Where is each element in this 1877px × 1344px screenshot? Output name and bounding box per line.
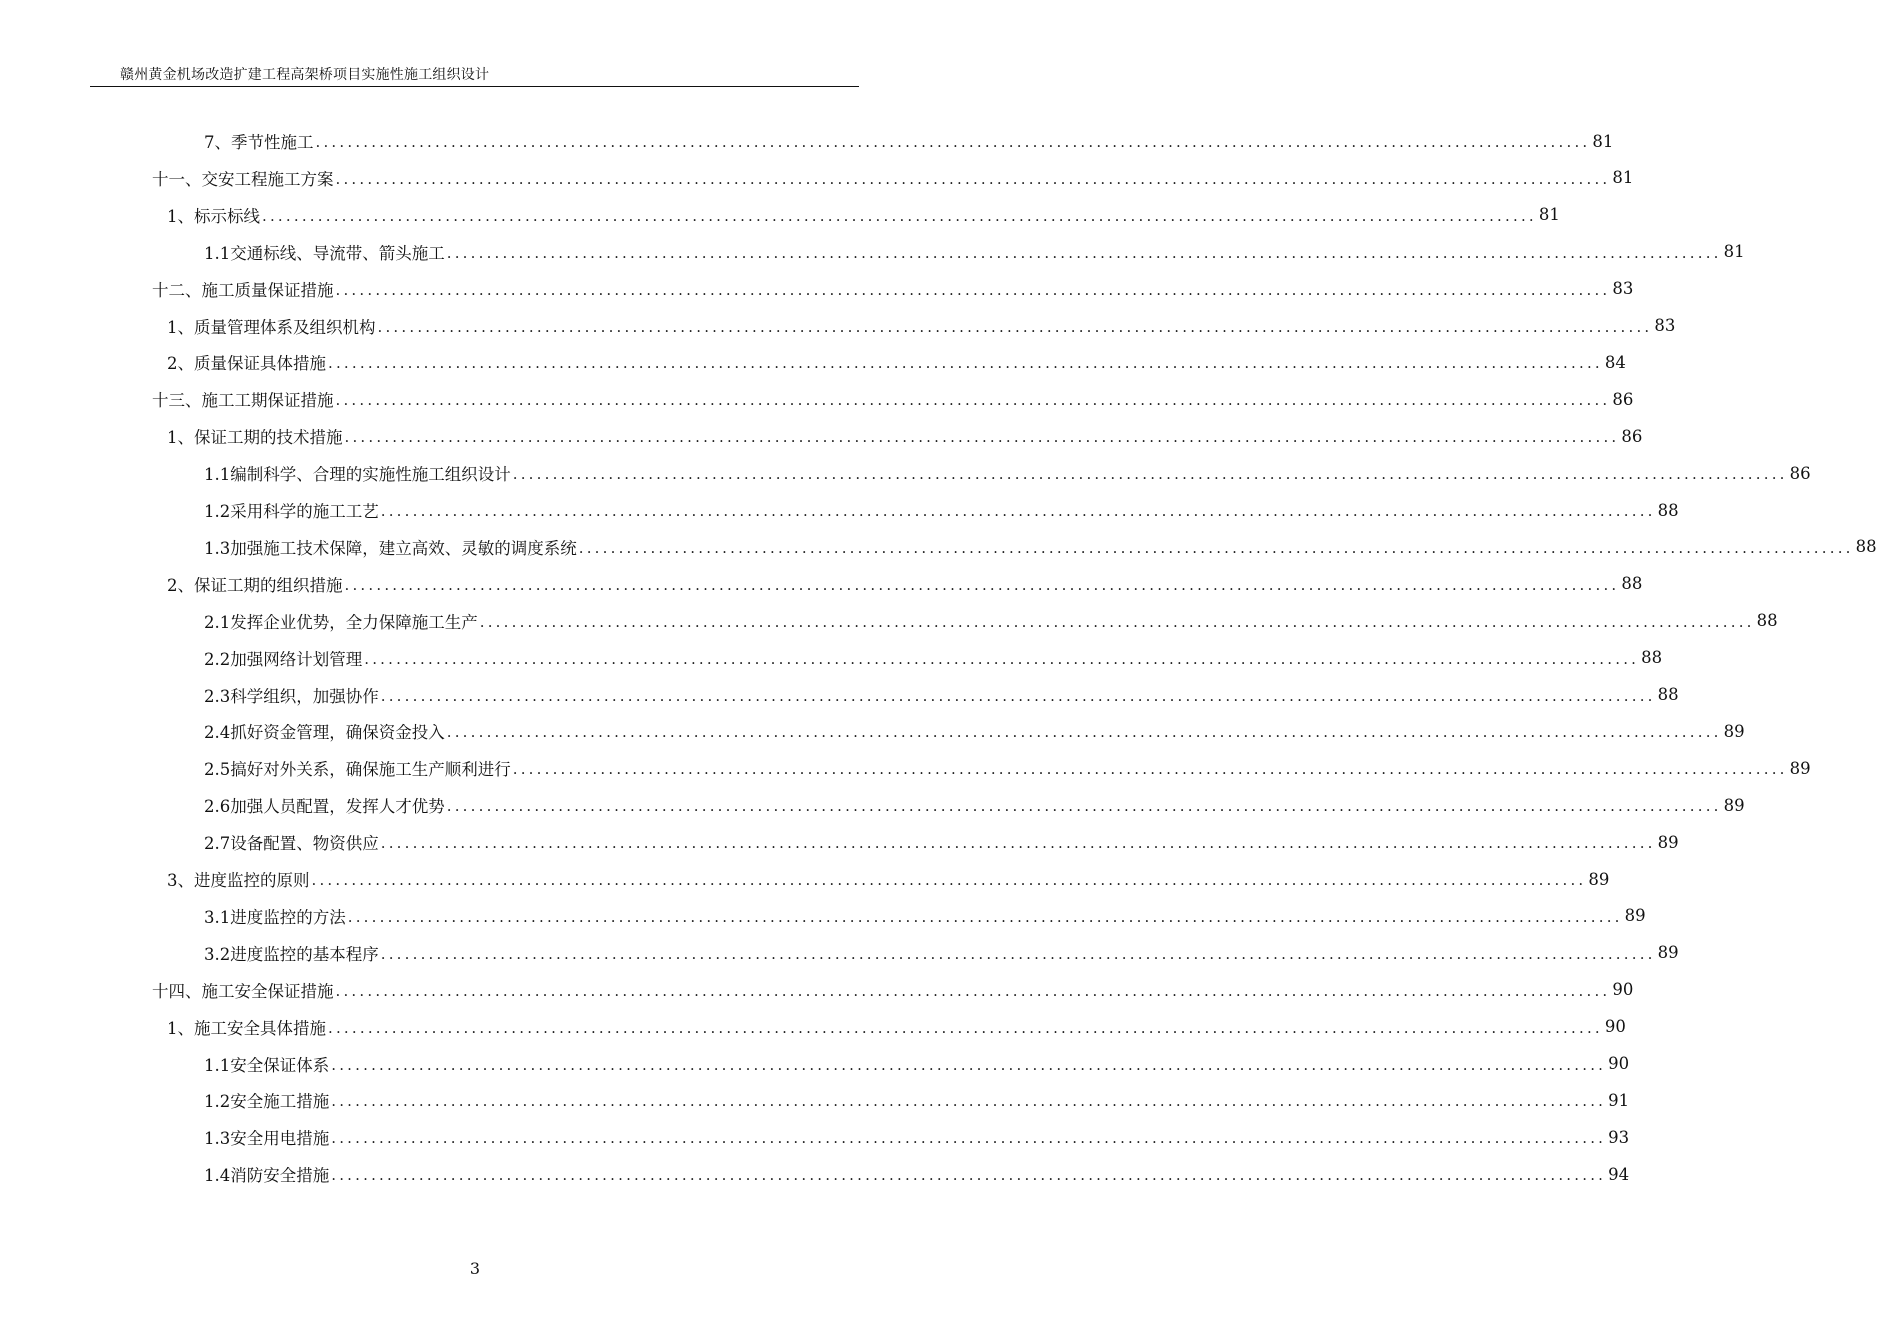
toc-leader-dots: ................................................................................................................................................................ (380, 834, 1656, 853)
toc-entry-page: 94 (1608, 1164, 1630, 1184)
toc-entry-label: 2.3科学组织，加强协作 (204, 686, 379, 706)
toc-entry-page: 81 (1592, 131, 1614, 151)
toc-entry[interactable] (167, 1010, 1626, 1044)
toc-entry[interactable] (152, 272, 1634, 306)
toc-entry-page: 81 (1612, 168, 1634, 188)
toc-entry[interactable] (167, 309, 1676, 343)
toc-entry[interactable] (152, 161, 1634, 195)
toc-entry-page: 88 (1621, 574, 1643, 594)
toc-entry-label: 7、季节性施工 (204, 133, 314, 152)
toc-entry-label: 1.1编制科学、合理的实施性施工组织设计 (204, 465, 511, 485)
toc-entry[interactable] (152, 382, 1634, 416)
toc-entry[interactable] (204, 641, 1663, 675)
toc-entry-page: 84 (1604, 352, 1626, 372)
toc-leader-dots: ................................................................................................................................................................ (446, 723, 1722, 742)
toc-entry-label: 1.2安全施工措施 (204, 1092, 330, 1112)
toc-leader-dots: ................................................................................................................................................................ (380, 502, 1656, 520)
toc-entry-page: 88 (1657, 500, 1679, 520)
toc-leader-dots: ................................................................................................................................................................ (311, 871, 1587, 889)
toc-entry[interactable] (204, 124, 1614, 158)
toc-leader-dots: ................................................................................................................................................................ (331, 1092, 1607, 1111)
toc-entry[interactable] (204, 456, 1811, 490)
toc-entry-label: 2、保证工期的组织措施 (167, 575, 343, 595)
toc-entry[interactable] (204, 678, 1679, 712)
toc-entry-page: 86 (1621, 426, 1643, 446)
toc-entry-page: 88 (1756, 611, 1778, 631)
toc-leader-dots: ................................................................................................................................................................ (578, 538, 1854, 557)
toc-entry[interactable] (152, 973, 1634, 1007)
toc-entry-page: 89 (1657, 943, 1679, 963)
toc-entry[interactable] (204, 714, 1745, 748)
toc-entry-page: 93 (1608, 1127, 1630, 1147)
toc-entry-label: 十一、交安工程施工方案 (152, 169, 334, 189)
toc-entry[interactable] (167, 419, 1643, 453)
toc-entry[interactable] (167, 567, 1643, 601)
toc-entry-page: 90 (1604, 1017, 1626, 1037)
toc-entry-label: 3.1进度监控的方法 (204, 907, 346, 927)
toc-entry-page: 89 (1789, 758, 1811, 778)
toc-entry[interactable] (204, 1157, 1630, 1191)
toc-entry-page: 90 (1608, 1054, 1630, 1073)
toc-leader-dots: ................................................................................................................................................................ (331, 1129, 1607, 1148)
toc-entry[interactable] (204, 1083, 1630, 1117)
toc-entry-page: 81 (1538, 205, 1560, 225)
toc-entry[interactable] (204, 235, 1745, 269)
toc-leader-dots: ................................................................................................................................................................ (479, 612, 1755, 631)
toc-leader-dots: ................................................................................................................................................................ (335, 169, 1611, 188)
toc-entry-label: 1.2采用科学的施工工艺 (204, 502, 379, 521)
toc-entry-label: 十三、施工工期保证措施 (152, 391, 334, 411)
toc-entry-label: 2.1发挥企业优势，全力保障施工生产 (204, 612, 478, 632)
toc-entry-page: 89 (1588, 869, 1610, 889)
toc-entry[interactable] (167, 198, 1560, 232)
toc-entry[interactable] (204, 604, 1778, 638)
toc-leader-dots: ................................................................................................................................................................ (347, 907, 1623, 926)
toc-leader-dots: ................................................................................................................................................................ (446, 243, 1722, 262)
page-number: 3 (469, 1259, 481, 1278)
toc-entry-label: 1、质量管理体系及组织机构 (167, 317, 376, 337)
toc-entry[interactable] (167, 862, 1610, 896)
toc-entry[interactable] (204, 825, 1679, 859)
toc-leader-dots: ................................................................................................................................................................ (344, 428, 1620, 447)
toc-entry-page: 88 (1641, 648, 1663, 668)
toc-entry[interactable] (204, 493, 1679, 527)
toc-entry-label: 十四、施工安全保证措施 (152, 981, 334, 1001)
toc-leader-dots: ................................................................................................................................................................ (328, 1018, 1603, 1037)
toc-entry[interactable] (204, 788, 1745, 822)
toc-entry-page: 90 (1612, 980, 1634, 1000)
toc-leader-dots: ................................................................................................................................................................ (335, 391, 1611, 410)
toc-entry[interactable] (204, 899, 1646, 933)
toc-entry-page: 89 (1723, 721, 1745, 741)
toc-leader-dots: ................................................................................................................................................................ (335, 981, 1611, 1000)
header-title: 赣州黄金机场改造扩建工程高架桥项目实施性施工组织设计 (120, 67, 490, 83)
toc-entry-label: 2.2加强网络计划管理 (204, 649, 363, 669)
toc-leader-dots: ................................................................................................................................................................ (380, 686, 1656, 705)
toc-entry-page: 89 (1657, 832, 1679, 852)
toc-entry-label: 2、质量保证具体措施 (167, 354, 326, 374)
toc-entry[interactable] (204, 1120, 1630, 1154)
toc-leader-dots: ................................................................................................................................................................ (446, 797, 1722, 816)
toc-leader-dots: ................................................................................................................................................................ (328, 354, 1603, 373)
toc-entry-page: 88 (1657, 685, 1679, 704)
toc-entry-label: 1、保证工期的技术措施 (167, 428, 343, 448)
toc-leader-dots: ................................................................................................................................................................ (315, 133, 1591, 151)
toc-entry-label: 2.4抓好资金管理，确保资金投入 (204, 723, 445, 743)
toc-entry-page: 89 (1723, 795, 1745, 815)
toc-entry-page: 89 (1624, 906, 1646, 926)
toc-entry[interactable] (167, 345, 1626, 379)
toc-entry-page: 88 (1855, 537, 1877, 557)
toc-leader-dots: ................................................................................................................................................................ (262, 206, 1537, 225)
toc-entry-label: 2.5搞好对外关系，确保施工生产顺利进行 (204, 760, 511, 780)
toc-leader-dots: ................................................................................................................................................................ (331, 1166, 1607, 1185)
toc-entry-label: 2.6加强人员配置，发挥人才优势 (204, 797, 445, 817)
toc-entry-page: 91 (1608, 1090, 1630, 1110)
toc-entry[interactable] (204, 1047, 1630, 1081)
toc-entry-page: 86 (1789, 463, 1811, 483)
toc-entry-page: 83 (1612, 279, 1634, 299)
toc-entry[interactable] (204, 936, 1679, 970)
toc-entry-label: 十二、施工质量保证措施 (152, 280, 334, 300)
toc-entry-page: 83 (1654, 316, 1676, 335)
toc-leader-dots: ................................................................................................................................................................ (364, 649, 1640, 668)
toc-leader-dots: ................................................................................................................................................................ (512, 465, 1788, 484)
toc-leader-dots: ................................................................................................................................................................ (344, 575, 1620, 594)
toc-entry-label: 3、进度监控的原则 (167, 871, 310, 890)
toc-leader-dots: ................................................................................................................................................................ (335, 280, 1611, 299)
toc-entry-label: 1.1安全保证体系 (204, 1055, 330, 1075)
toc-leader-dots: ................................................................................................................................................................ (377, 317, 1653, 336)
toc-entry[interactable] (204, 751, 1811, 785)
toc-entry-label: 1.3安全用电措施 (204, 1129, 330, 1149)
toc-entry[interactable] (204, 530, 1877, 564)
toc-entry-page: 81 (1723, 242, 1745, 262)
toc-entry-label: 1.4消防安全措施 (204, 1166, 330, 1186)
toc-entry-label: 1、施工安全具体措施 (167, 1018, 326, 1038)
toc-leader-dots: ................................................................................................................................................................ (380, 944, 1656, 963)
toc-entry-label: 2.7设备配置、物资供应 (204, 834, 379, 854)
toc-entry-page: 86 (1612, 389, 1634, 409)
toc-entry-label: 1、标示标线 (167, 206, 260, 226)
toc-entry-label: 1.3加强施工技术保障，建立高效、灵敏的调度系统 (204, 538, 577, 558)
toc-leader-dots: ................................................................................................................................................................ (512, 760, 1788, 779)
toc-leader-dots: ................................................................................................................................................................ (331, 1055, 1607, 1074)
page-header (90, 62, 859, 87)
toc-entry-label: 3.2进度监控的基本程序 (204, 944, 379, 964)
toc-entry-label: 1.1交通标线、导流带、箭头施工 (204, 243, 445, 263)
